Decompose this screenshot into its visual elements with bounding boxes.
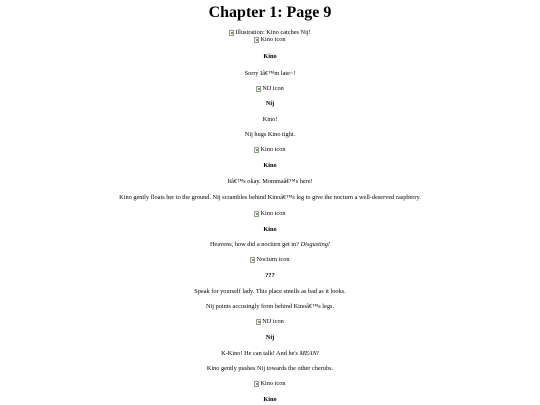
speaker-name xyxy=(0,53,540,61)
image-alt-text: NIJ icon xyxy=(262,318,284,325)
broken-image-icon xyxy=(254,211,259,217)
story-line-text: Kino! xyxy=(262,116,278,123)
story-line xyxy=(0,178,540,186)
emphasis-text: MEAN! xyxy=(299,350,319,357)
image-placeholder xyxy=(0,210,540,220)
image-alt-wrapper xyxy=(254,210,285,218)
speaker-name xyxy=(0,396,540,404)
story-line-text: Nij hugs Kino tight. xyxy=(244,131,296,138)
story-line-text: K-Kino! He can talk! And he's xyxy=(221,350,300,357)
image-alt-wrapper xyxy=(254,380,285,388)
speaker-name-text: ??? xyxy=(265,272,275,279)
image-alt-text: Illustration: Kino catches Nij! xyxy=(235,29,311,36)
speaker-name-text: Nij xyxy=(265,334,275,341)
image-placeholder xyxy=(0,36,540,46)
story-line xyxy=(0,194,540,202)
image-placeholder xyxy=(0,146,540,156)
speaker-name-text: Kino xyxy=(263,396,277,403)
speaker-name xyxy=(0,100,540,108)
speaker-name-text: Nij xyxy=(265,100,275,107)
story-line xyxy=(0,131,540,139)
story-line-text: Heavens, how did a nocturn get in? xyxy=(210,241,301,248)
story-line-text: Kino gently floats her to the ground. Nij scrambles behind Kinoâ€™s leg to give the nocturn a well-deserved raspberry. xyxy=(119,194,421,201)
story-line xyxy=(0,241,540,249)
story-line-text: Nij points accusingly from behind Kinoâ€™s legs. xyxy=(205,303,335,310)
emphasis-text: Disgusting! xyxy=(300,241,330,248)
broken-image-icon xyxy=(254,147,259,153)
image-alt-wrapper xyxy=(254,36,285,44)
story-line-text: Itâ€™s okay. Mommaâ€™s here! xyxy=(227,178,313,185)
image-alt-wrapper xyxy=(256,318,284,326)
image-alt-wrapper xyxy=(256,85,284,93)
story-line xyxy=(0,70,540,78)
broken-image-icon xyxy=(250,257,255,263)
story-line xyxy=(0,288,540,296)
image-alt-text: NIJ icon xyxy=(262,85,284,92)
image-alt-text: Kino icon xyxy=(260,380,286,387)
story-line xyxy=(0,350,540,358)
image-alt-text: Kino icon xyxy=(260,146,286,153)
broken-image-icon xyxy=(254,381,259,387)
speaker-name-text: Kino xyxy=(263,53,277,60)
speaker-name xyxy=(0,226,540,234)
speaker-name xyxy=(0,334,540,342)
image-alt-wrapper xyxy=(250,256,289,264)
speaker-name-text: Kino xyxy=(263,226,277,233)
image-alt-wrapper xyxy=(254,146,285,154)
image-placeholder xyxy=(0,318,540,328)
speaker-name xyxy=(0,162,540,170)
story-line-text: Sorry Iâ€™m late~! xyxy=(244,70,296,77)
image-alt-text: Kino icon xyxy=(260,36,286,43)
image-alt-text: Kino icon xyxy=(260,210,286,217)
speaker-name-text: Kino xyxy=(263,162,277,169)
story-line xyxy=(0,303,540,311)
image-placeholder xyxy=(0,380,540,390)
speaker-name xyxy=(0,272,540,280)
story-line-text: Kino gently pushes Nij towards the other cherubs. xyxy=(206,365,334,372)
page-title: Chapter 1: Page 9 xyxy=(208,4,332,21)
image-placeholder xyxy=(0,256,540,266)
image-alt-text: Nocturn icon xyxy=(256,256,290,263)
broken-image-icon xyxy=(254,37,259,43)
story-line xyxy=(0,365,540,373)
image-placeholder xyxy=(0,85,540,95)
story-line-text: Speak for yourself lady. This place smells as bad as it looks. xyxy=(194,288,346,295)
story-line xyxy=(0,116,540,124)
broken-image-icon xyxy=(256,86,261,92)
broken-image-icon xyxy=(256,319,261,325)
